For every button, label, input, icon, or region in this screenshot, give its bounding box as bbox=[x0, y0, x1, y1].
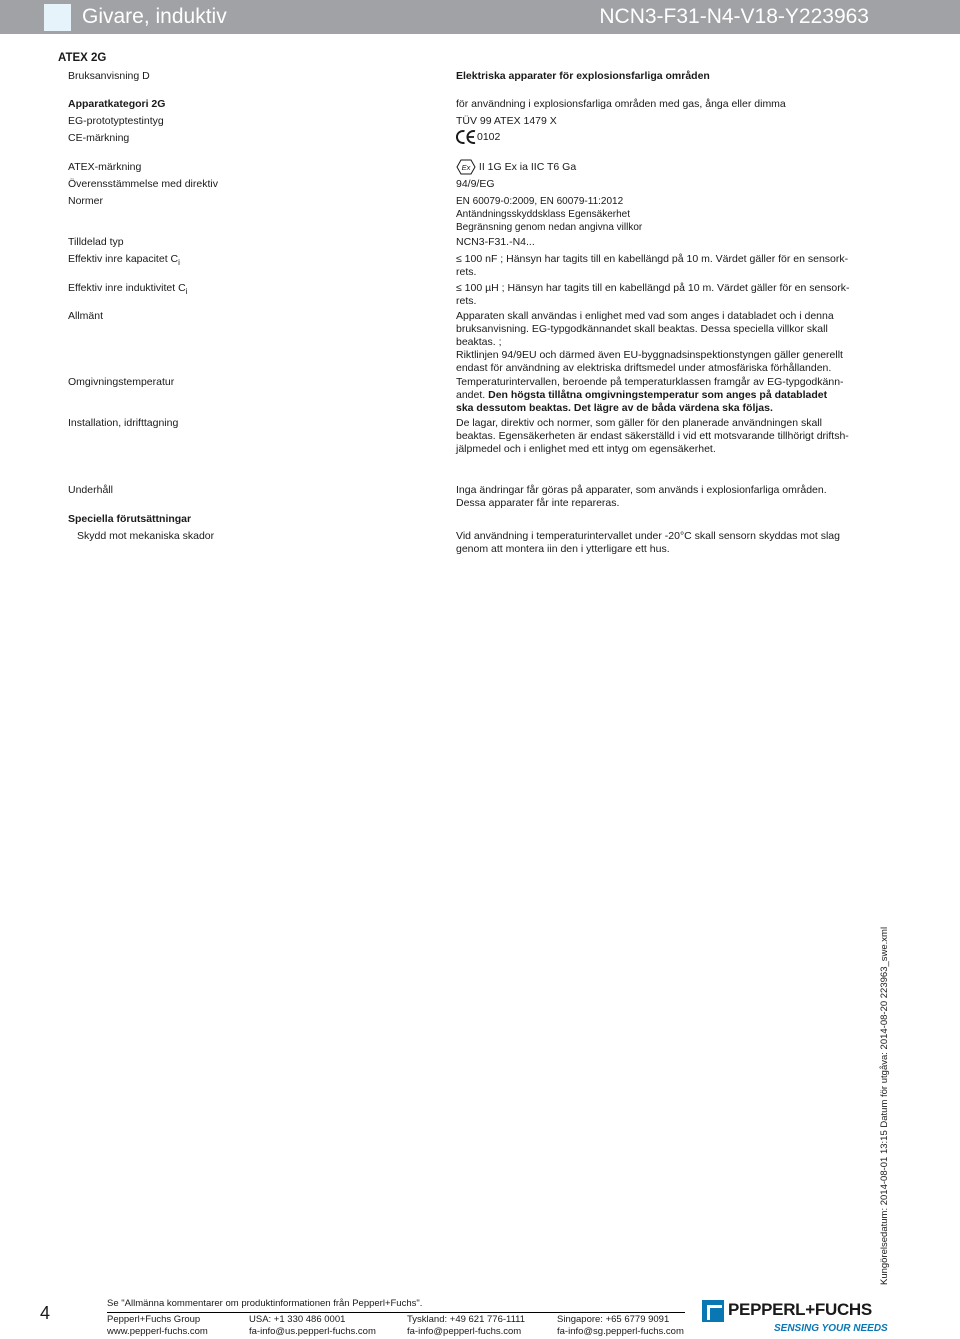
label-skydd: Skydd mot mekaniska skador bbox=[77, 530, 215, 542]
label-tilldelad-typ: Tilldelad typ bbox=[68, 236, 124, 248]
label-omgivningstemperatur: Omgivningstemperatur bbox=[68, 376, 175, 388]
footer-contact-group: Pepperl+Fuchs Group www.pepperl-fuchs.com bbox=[107, 1314, 208, 1337]
label-ce-marking: CE-märkning bbox=[68, 132, 130, 144]
label-bruksanvisning: Bruksanvisning D bbox=[68, 70, 150, 82]
footer-divider bbox=[107, 1312, 685, 1313]
ex-hexagon-icon bbox=[456, 159, 476, 175]
value-apparatkategori: för användning i explosionsfarliga områden med gas, ånga eller dimma bbox=[456, 98, 786, 110]
value-eg-prototyptestintyg: TÜV 99 ATEX 1479 X bbox=[456, 115, 557, 127]
label-atex-marking: ATEX-märkning bbox=[68, 161, 142, 173]
label-kapacitet: Effektiv inre kapacitet $C_i$ bbox=[68, 253, 180, 268]
label-speciella-forutsattningar: Speciella förutsättningar bbox=[68, 513, 192, 525]
header-square-icon bbox=[44, 4, 71, 31]
value-underhall: Inga ändringar får göras på apparater, som används i explosionfarliga områden. Dessa apparater får inte repareras. bbox=[456, 484, 827, 509]
value-directive: 94/9/EG bbox=[456, 178, 495, 190]
pepperl-fuchs-logo bbox=[702, 1298, 887, 1338]
footer-note: Se "Allmänna kommentarer om produktinformationen från Pepperl+Fuchs". bbox=[107, 1298, 423, 1309]
footer-contact-usa: USA: +1 330 486 0001 fa-info@us.pepperl-fuchs.com bbox=[249, 1314, 376, 1337]
side-publication-info: Kungörelsedatum: 2014-08-01 13:15 Datum för utgåva: 2014-08-20 223963_swe.xml bbox=[879, 926, 890, 1285]
value-kapacitet: ≤ 100 nF ; Hänsyn har tagits till en kabellängd på 10 m. Värdet gäller för en sensork- rets. bbox=[456, 253, 849, 278]
value-allmant: Apparaten skall användas i enlighet med vad som anges i databladet och i denna bruksanvisning. EG-typgodkännandet skall beaktas. Dessa speciella villkor skall beaktas. ; Riktlinjen 94/9EU och därmed även EU-byggnadsinspektionstyngen gäller generellt endast för användning av elektriska driftsmedel under atmosfäriska förhållanden. bbox=[456, 310, 843, 374]
logo-brand: PEPPERL+FUCHS bbox=[728, 1300, 872, 1319]
value-bruksanvisning: Elektriska apparater för explosionsfarliga områden bbox=[456, 70, 710, 82]
ce-mark-icon bbox=[456, 129, 477, 145]
label-installation: Installation, idrifttagning bbox=[68, 417, 179, 429]
svg-text:Ex: Ex bbox=[461, 163, 471, 172]
header-title: Givare, induktiv bbox=[82, 5, 227, 28]
logo-tagline: SENSING YOUR NEEDS bbox=[774, 1323, 888, 1334]
value-omgivningstemperatur: Temperaturintervallen, beroende på temperaturklassen framgår av EG-typgodkänn- andet. Den högsta tillåtna omgivningstemperatur som anges på databladet ska dessutom beaktas. Det lägre av de båda värdena ska följas. bbox=[456, 376, 844, 414]
label-eg-prototyptestintyg: EG-prototyptestintyg bbox=[68, 115, 164, 127]
value-induktivitet: ≤ 100 µH ; Hänsyn har tagits till en kabellängd på 10 m. Värdet gäller för en sensork- rets. bbox=[456, 282, 850, 307]
label-normer: Normer bbox=[68, 195, 104, 207]
header-bar bbox=[0, 0, 960, 34]
label-directive: Överensstämmelse med direktiv bbox=[68, 178, 218, 190]
label-induktivitet: Effektiv inre induktivitet $C_i$ bbox=[68, 282, 188, 297]
value-skydd: Vid användning i temperaturintervallet under -20°C skall sensorn skyddas mot slag genom att montera iin den i ytterligare ett hus. bbox=[456, 530, 840, 555]
section-title: ATEX 2G bbox=[58, 52, 107, 64]
value-tilldelad-typ: NCN3-F31.-N4... bbox=[456, 236, 535, 248]
value-atex-marking: Ex II 1G Ex ia IIC T6 Ga bbox=[456, 159, 856, 175]
label-allmant: Allmänt bbox=[68, 310, 104, 322]
page-number: 4 bbox=[40, 1303, 51, 1323]
label-underhall: Underhåll bbox=[68, 484, 113, 496]
footer-contact-singapore: Singapore: +65 6779 9091 fa-info@sg.pepperl-fuchs.com bbox=[557, 1314, 684, 1337]
value-ce-marking: 0102 bbox=[456, 129, 856, 145]
header-product-code: NCN3-F31-N4-V18-Y223963 bbox=[599, 5, 869, 28]
footer-contact-germany: Tyskland: +49 621 776-1111 fa-info@pepperl-fuchs.com bbox=[407, 1314, 526, 1337]
label-apparatkategori: Apparatkategori 2G bbox=[68, 98, 166, 110]
value-installation: De lagar, direktiv och normer, som gäller för den planerade användningen skall beaktas. Egensäkerheten är endast säkerställd i vid ett motsvarande tillhörigt driftsh- jälpmedel och i enlighet med ett intyg om egensäkerhet. bbox=[456, 417, 849, 455]
value-normer: EN 60079-0:2009, EN 60079-11:2012 Antändningsskyddsklass Egensäkerhet Begränsning genom nedan angivna villkor bbox=[456, 196, 643, 233]
pf-logo-mark-icon bbox=[702, 1300, 724, 1322]
